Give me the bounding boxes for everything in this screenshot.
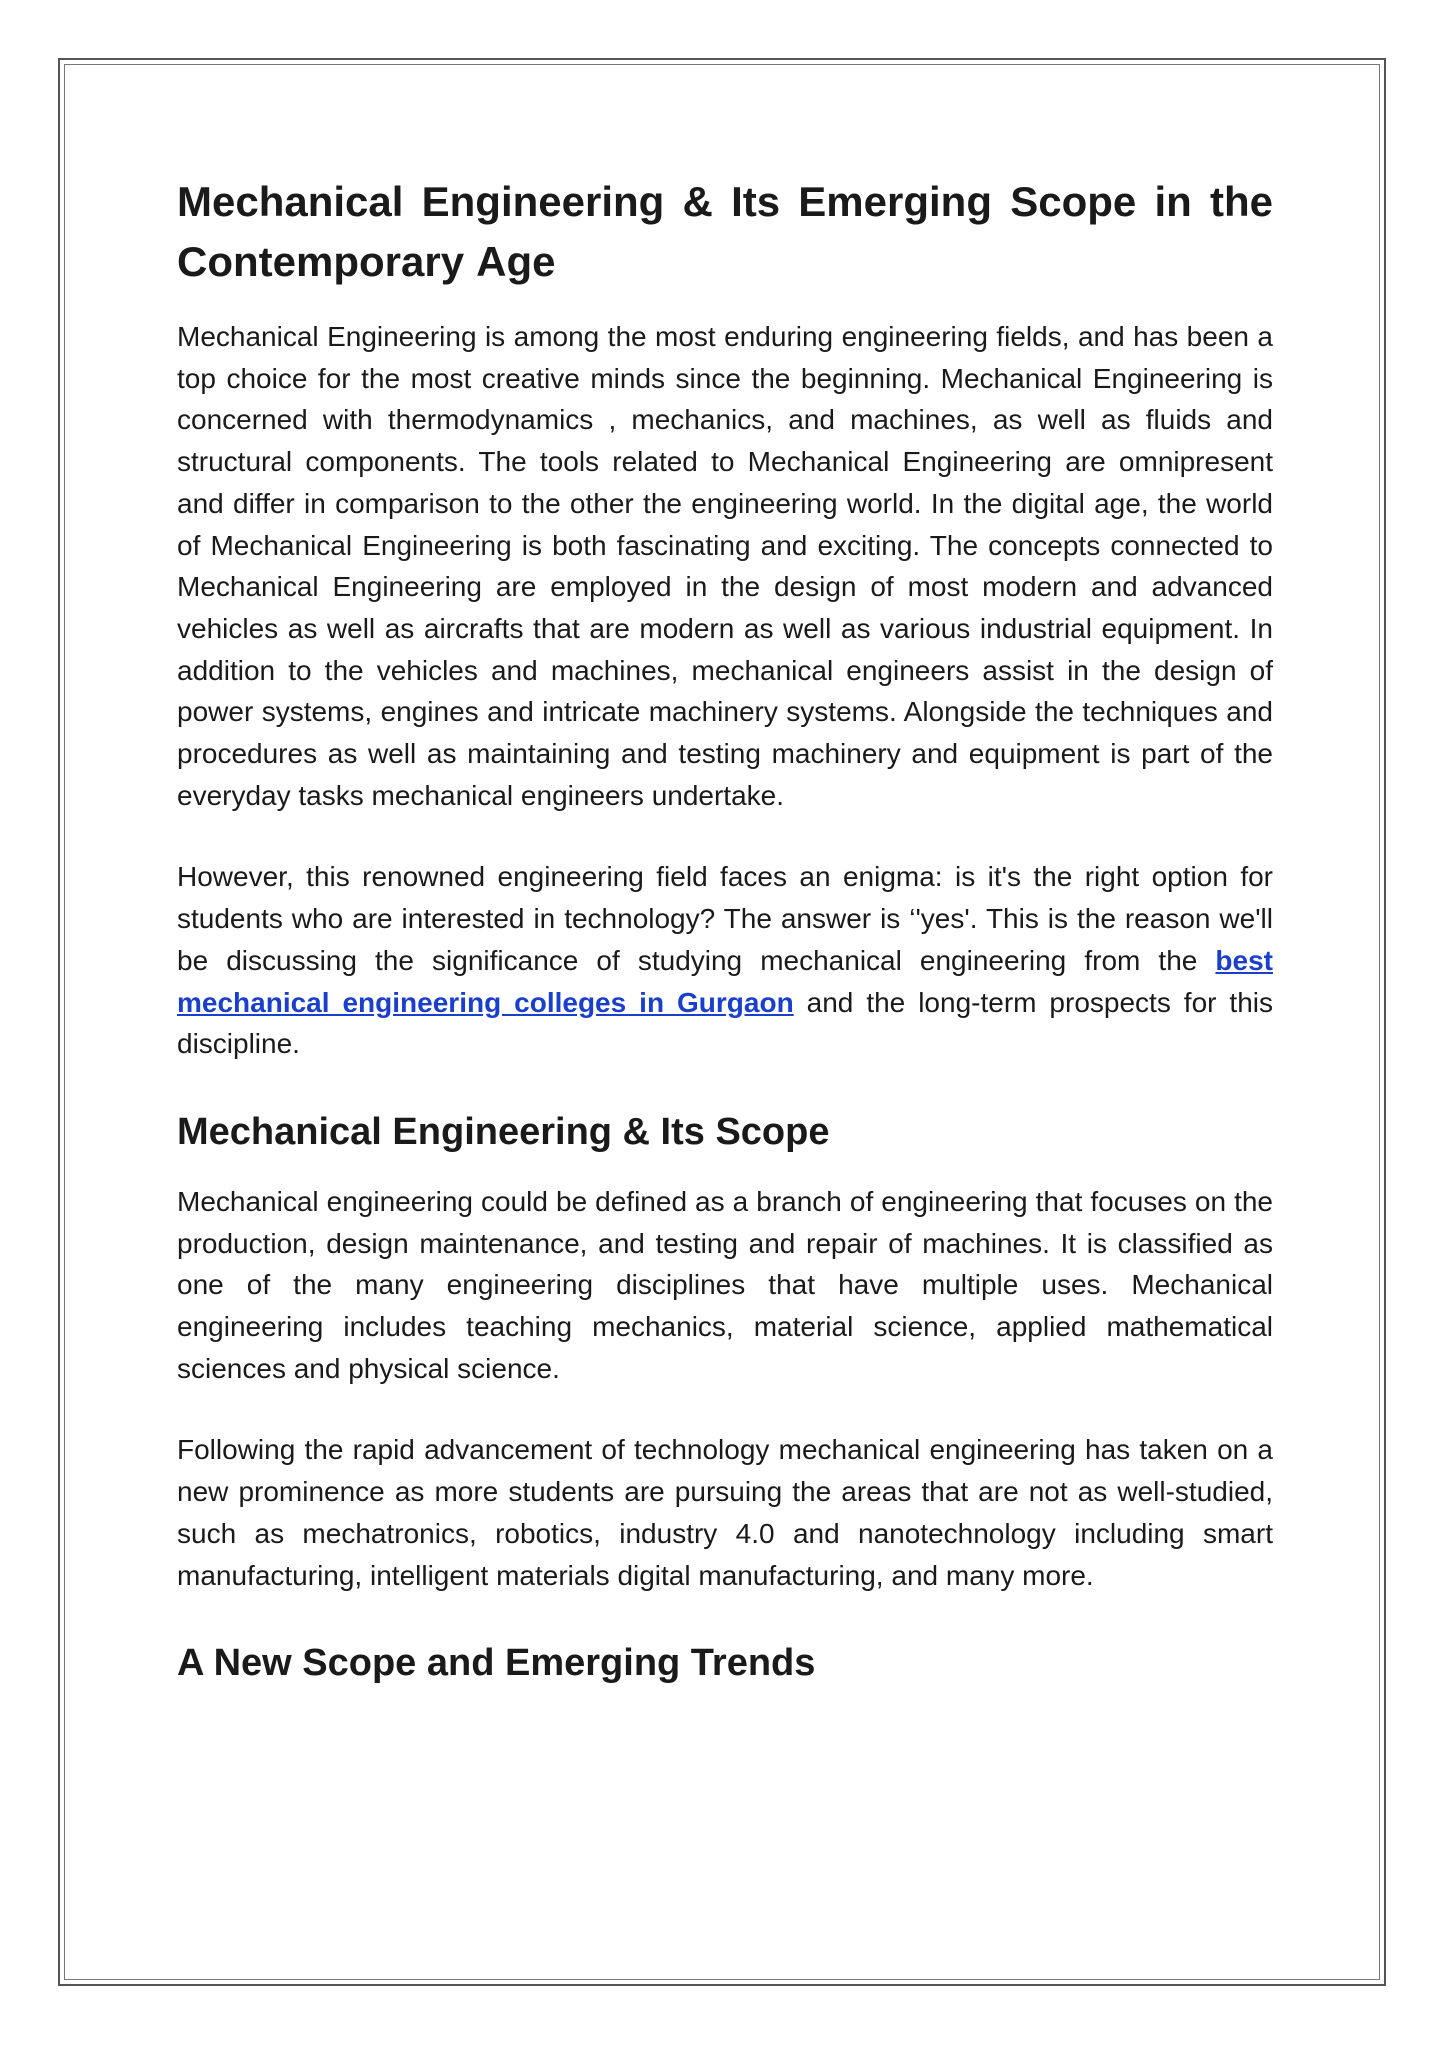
scope-paragraph-1: Mechanical engineering could be defined as a branch of engineering that focuses on the production, design maintenance, and testing and repair of machines. It is classified as one of the many engineering disciplines that have multiple uses. Mechanical engineering includes teaching mechanics, material science, applied mathematical sciences and physical science. xyxy=(177,1185,1273,1384)
second-paragraph-before-link: However, this renowned engineering field faces an enigma: is it's the right option for students who are interested in technology? The answer is ‘'yes'. This is the reason we'll be discussing the significance of studying mechanical engineering from the xyxy=(177,861,1273,976)
document-content xyxy=(177,172,1273,1712)
document-title: Mechanical Engineering & Its Emerging Scope in the Contemporary Age xyxy=(177,178,1273,285)
scope-paragraph-2: Following the rapid advancement of technology mechanical engineering has taken on a new prominence as more students are pursuing the areas that are not as well-studied, such as mechatronics, robotics, industry 4.0 and nanotechnology including smart manufacturing, intelligent materials digital manufacturing, and many more. xyxy=(177,1434,1273,1591)
second-paragraph-after-link: and the long-term prospects for this discipline. xyxy=(177,986,1273,1060)
intro-paragraph: Mechanical Engineering is among the most enduring engineering fields, and has been a top choice for the most creative minds since the beginning. Mechanical Engineering is concerned with thermodynamics , mechanics, and machines, as well as fluids and structural components. The tools related to Mechanical Engineering are omnipresent and differ in comparison to the other the engineering world. In the digital age, the world of Mechanical Engineering is both fascinating and exciting. The concepts connected to Mechanical Engineering are employed in the design of most modern and advanced vehicles as well as aircrafts that are modern as well as various industrial equipment. In addition to the vehicles and machines, mechanical engineers assist in the design of power systems, engines and intricate machinery systems. Alongside the techniques and procedures as well as maintaining and testing machinery and equipment is part of the everyday tasks mechanical engineers undertake. xyxy=(177,321,1273,811)
section-heading-trends: A New Scope and Emerging Trends xyxy=(177,1642,816,1685)
second-paragraph xyxy=(177,856,1273,1065)
section-heading-scope: Mechanical Engineering & Its Scope xyxy=(177,1110,830,1153)
colleges-link[interactable]: best mechanical engineering colleges in Gurgaon xyxy=(177,944,1273,1018)
